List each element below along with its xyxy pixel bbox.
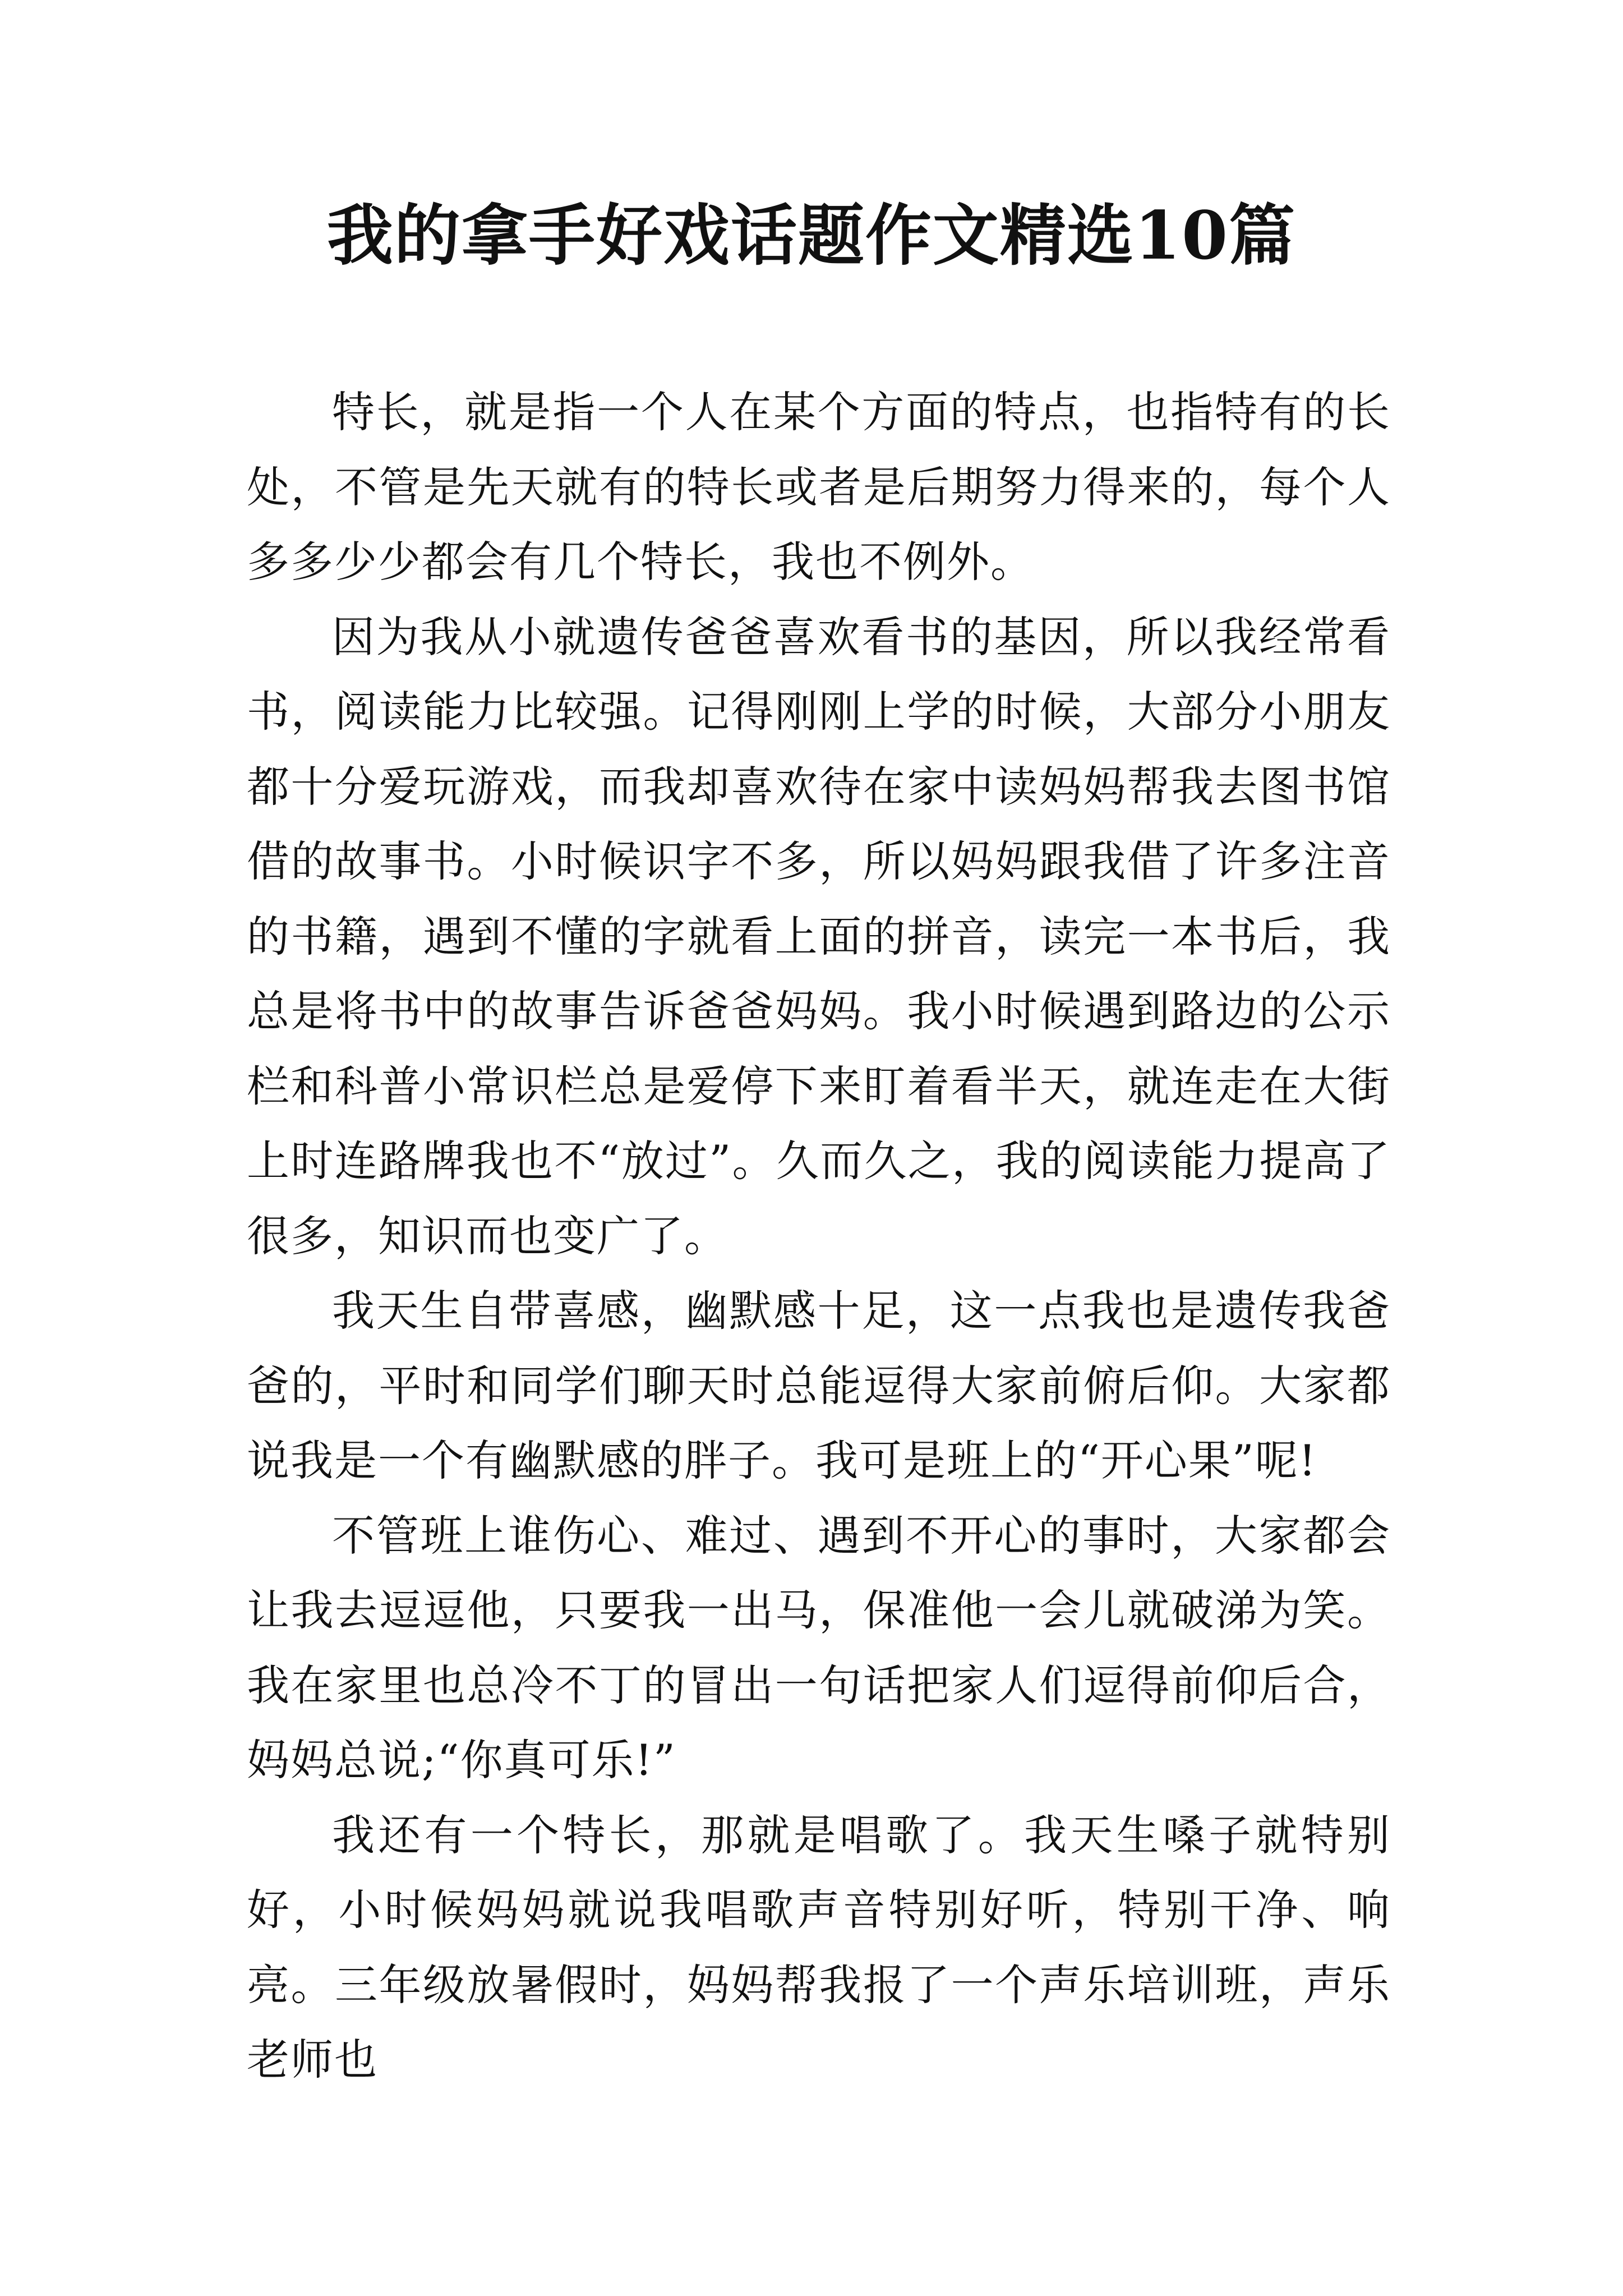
paragraph-4: 不管班上谁伤心、难过、遇到不开心的事时，大家都会让我去逗逗他，只要我一出马，保准他一会儿就破涕为笑。我在家里也总冷不丁的冒出一句话把家人们逗得前仰后合，妈妈总说;“你真可乐!” xyxy=(247,1510,1391,1785)
paragraph-3: 我天生自带喜感，幽默感十足，这一点我也是遗传我爸爸的，平时和同学们聊天时总能逗得大家前俯后仰。大家都说我是一个有幽默感的胖子。我可是班上的“开心果”呢! xyxy=(247,1286,1391,1485)
document-body xyxy=(247,375,1391,2097)
document-title: 我的拿手好戏话题作文精选10篇 xyxy=(326,196,1297,274)
paragraph-1: 特长，就是指一个人在某个方面的特点，也指特有的长处，不管是先天就有的特长或者是后期努力得来的，每个人多多少少都会有几个特长，我也不例外。 xyxy=(247,387,1391,587)
paragraph-5: 我还有一个特长，那就是唱歌了。我天生嗓子就特别好，小时候妈妈就说我唱歌声音特别好听，特别干净、响亮。三年级放暑假时，妈妈帮我报了一个声乐培训班，声乐老师也 xyxy=(247,1810,1391,2085)
paragraph-2: 因为我从小就遗传爸爸喜欢看书的基因，所以我经常看书，阅读能力比较强。记得刚刚上学的时候，大部分小朋友都十分爱玩游戏，而我却喜欢待在家中读妈妈帮我去图书馆借的故事书。小时候识字不多，所以妈妈跟我借了许多注音的书籍，遇到不懂的字就看上面的拼音，读完一本书后，我总是将书中的故事告诉爸爸妈妈。我小时候遇到路边的公示栏和科普小常识栏总是爱停下来盯着看半天，就连走在大街上时连路牌我也不“放过”。久而久之，我的阅读能力提高了很多，知识而也变广了。 xyxy=(247,611,1391,1261)
